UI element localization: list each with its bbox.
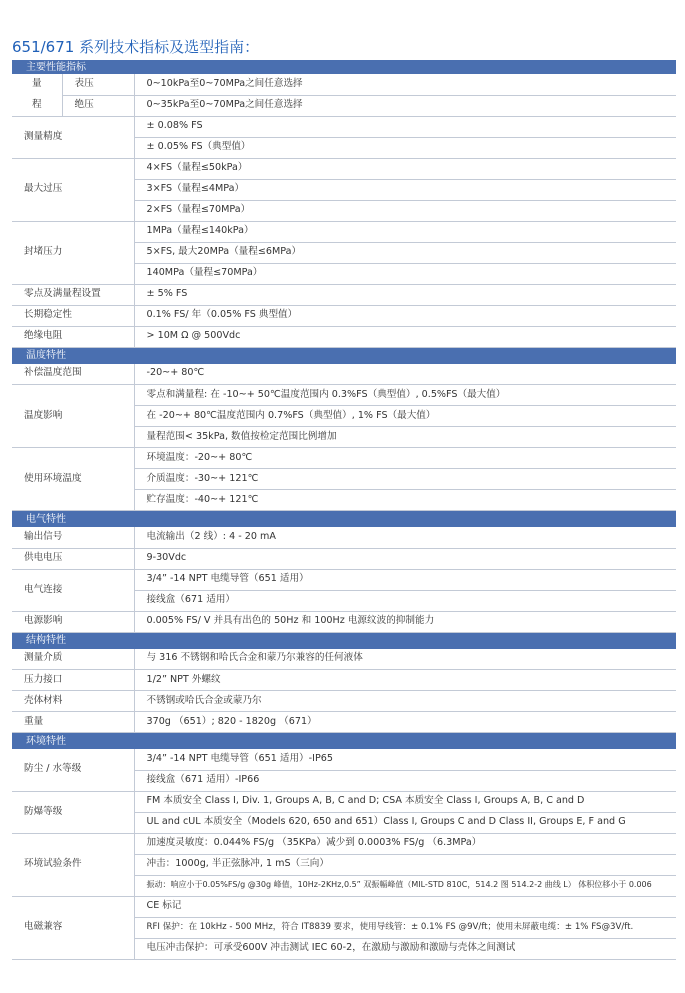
env-temp-label: 使用环境温度 — [12, 448, 134, 511]
comp-value: -20~+ 80℃ — [134, 364, 676, 385]
emc-value: CE 标记 — [134, 896, 676, 917]
table-row — [12, 527, 676, 548]
stability-value: 0.1% FS/ 年（0.05% FS 典型值） — [134, 305, 676, 326]
table-row — [12, 649, 676, 670]
test-value: 加速度灵敏度：0.044% FS/g （35KPa）减少到 0.0003% FS/g （6.3MPa） — [134, 833, 676, 854]
port-label: 压力接口 — [12, 670, 134, 691]
gauge-label: 表压 — [62, 74, 134, 95]
overpressure-value: 2×FS（量程≤70MPa） — [134, 200, 676, 221]
output-value: 电流输出（2 线）: 4 - 20 mA — [134, 527, 676, 548]
table-row — [12, 364, 676, 385]
table-row — [12, 670, 676, 691]
output-label: 输出信号 — [12, 527, 134, 548]
table-row — [12, 448, 676, 469]
temp-effect-value: 零点和满量程: 在 -10~+ 50℃温度范围内 0.3%FS（典型值）, 0.5%FS（最大值） — [134, 385, 676, 406]
psrr-value: 0.005% FS/ V 并具有出色的 50Hz 和 100Hz 电源纹波的抑制能力 — [134, 611, 676, 632]
table-row — [12, 712, 676, 733]
env-temp-value: 介质温度：-30~+ 121℃ — [134, 469, 676, 490]
accuracy-value: ± 0.05% FS（典型值） — [134, 137, 676, 158]
housing-value: 不锈钢或哈氏合金或蒙乃尔 — [134, 691, 676, 712]
media-value: 与 316 不锈钢和哈氏合金和蒙乃尔兼容的任何液体 — [134, 649, 676, 670]
section-header-structure: 结构特性 — [12, 632, 676, 649]
ex-label: 防爆等级 — [12, 791, 134, 833]
table-row — [12, 896, 676, 917]
section-header-temperature: 温度特性 — [12, 347, 676, 364]
test-value: 振动：响应小于0.05%FS/g @30g 峰值，10Hz-2KHz,0.5” 双振幅峰值（MIL-STD 810C，514.2 图 514.2-2 曲线 L） 体积位移小于 0.006 — [134, 875, 676, 896]
burst-value: 140MPa（量程≤70MPa） — [134, 263, 676, 284]
ip-label: 防尘 / 水等级 — [12, 749, 134, 791]
table-row — [12, 158, 676, 179]
temp-effect-label: 温度影响 — [12, 385, 134, 448]
temp-effect-value: 在 -20~+ 80℃温度范围内 0.7%FS（典型值）, 1% FS（最大值） — [134, 406, 676, 427]
zero-label: 零点及满量程设置 — [12, 284, 134, 305]
section-header-performance: 主要性能指标 — [12, 60, 676, 74]
burst-value: 5×FS, 最大20MPa（量程≤6MPa） — [134, 242, 676, 263]
gauge-value: 0~10kPa至0~70MPa之间任意选择 — [134, 74, 676, 95]
table-row — [12, 74, 676, 95]
weight-label: 重量 — [12, 712, 134, 733]
table-row — [12, 611, 676, 632]
section-header-environment: 环境特性 — [12, 733, 676, 750]
stability-label: 长期稳定性 — [12, 305, 134, 326]
burst-label: 封堵压力 — [12, 221, 134, 284]
table-row — [12, 221, 676, 242]
ip-value: 接线盒（671 适用）-IP66 — [134, 770, 676, 791]
weight-value: 370g （651）; 820 - 1820g （671） — [134, 712, 676, 733]
page-title: 651/671 系列技术指标及选型指南： — [12, 38, 260, 56]
table-row — [12, 569, 676, 590]
ip-value: 3/4” -14 NPT 电缆导管（651 适用）-IP65 — [134, 749, 676, 770]
env-temp-value: 贮存温度：-40~+ 121℃ — [134, 490, 676, 511]
table-row — [12, 95, 676, 116]
abs-label: 绝压 — [62, 95, 134, 116]
table-row — [12, 691, 676, 712]
abs-value: 0~35kPa至0~70MPa之间任意选择 — [134, 95, 676, 116]
table-row — [12, 305, 676, 326]
conn-label: 电气连接 — [12, 569, 134, 611]
media-label: 测量介质 — [12, 649, 134, 670]
table-row — [12, 326, 676, 347]
ex-value: FM 本质安全 Class I, Div. 1, Groups A, B, C and D; CSA 本质安全 Class I, Groups A, B, C and D — [134, 791, 676, 812]
emc-label: 电磁兼容 — [12, 896, 134, 959]
env-temp-value: 环境温度：-20~+ 80℃ — [134, 448, 676, 469]
emc-value: 电压冲击保护：可承受600V 冲击测试 IEC 60-2，在激励与激励和激励与壳体之间测试 — [134, 938, 676, 959]
insulation-label: 绝缘电阻 — [12, 326, 134, 347]
supply-value: 9-30Vdc — [134, 548, 676, 569]
accuracy-label: 测量精度 — [12, 116, 134, 158]
psrr-label: 电源影响 — [12, 611, 134, 632]
table-row — [12, 385, 676, 406]
overpressure-label: 最大过压 — [12, 158, 134, 221]
conn-value: 接线盒（671 适用） — [134, 590, 676, 611]
table-row — [12, 833, 676, 854]
supply-label: 供电电压 — [12, 548, 134, 569]
range-label: 量 程 — [12, 74, 62, 116]
emc-value: RFI 保护：在 10kHz - 500 MHz，符合 IT8839 要求，使用导线管：± 0.1% FS @9V/ft；使用未屏蔽电缆：± 1% FS@3V/ft. — [134, 917, 676, 938]
insulation-value: > 10M Ω @ 500Vdc — [134, 326, 676, 347]
port-value: 1/2” NPT 外螺纹 — [134, 670, 676, 691]
housing-label: 壳体材料 — [12, 691, 134, 712]
temp-effect-value: 量程范围< 35kPa, 数值按检定范围比例增加 — [134, 427, 676, 448]
table-row — [12, 548, 676, 569]
spec-table — [12, 60, 676, 960]
table-row — [12, 791, 676, 812]
overpressure-value: 3×FS（量程≤4MPa） — [134, 179, 676, 200]
table-row — [12, 749, 676, 770]
conn-value: 3/4” -14 NPT 电缆导管（651 适用） — [134, 569, 676, 590]
zero-value: ± 5% FS — [134, 284, 676, 305]
table-row — [12, 284, 676, 305]
table-row — [12, 116, 676, 137]
accuracy-value: ± 0.08% FS — [134, 116, 676, 137]
ex-value: UL and cUL 本质安全（Models 620, 650 and 651）Class I, Groups C and D Class II, Groups E, F and G — [134, 812, 676, 833]
test-label: 环境试验条件 — [12, 833, 134, 896]
burst-value: 1MPa（量程≤140kPa） — [134, 221, 676, 242]
section-header-electrical: 电气特性 — [12, 511, 676, 528]
comp-label: 补偿温度范围 — [12, 364, 134, 385]
test-value: 冲击：1000g, 半正弦脉冲, 1 mS（三向） — [134, 854, 676, 875]
overpressure-value: 4×FS（量程≤50kPa） — [134, 158, 676, 179]
